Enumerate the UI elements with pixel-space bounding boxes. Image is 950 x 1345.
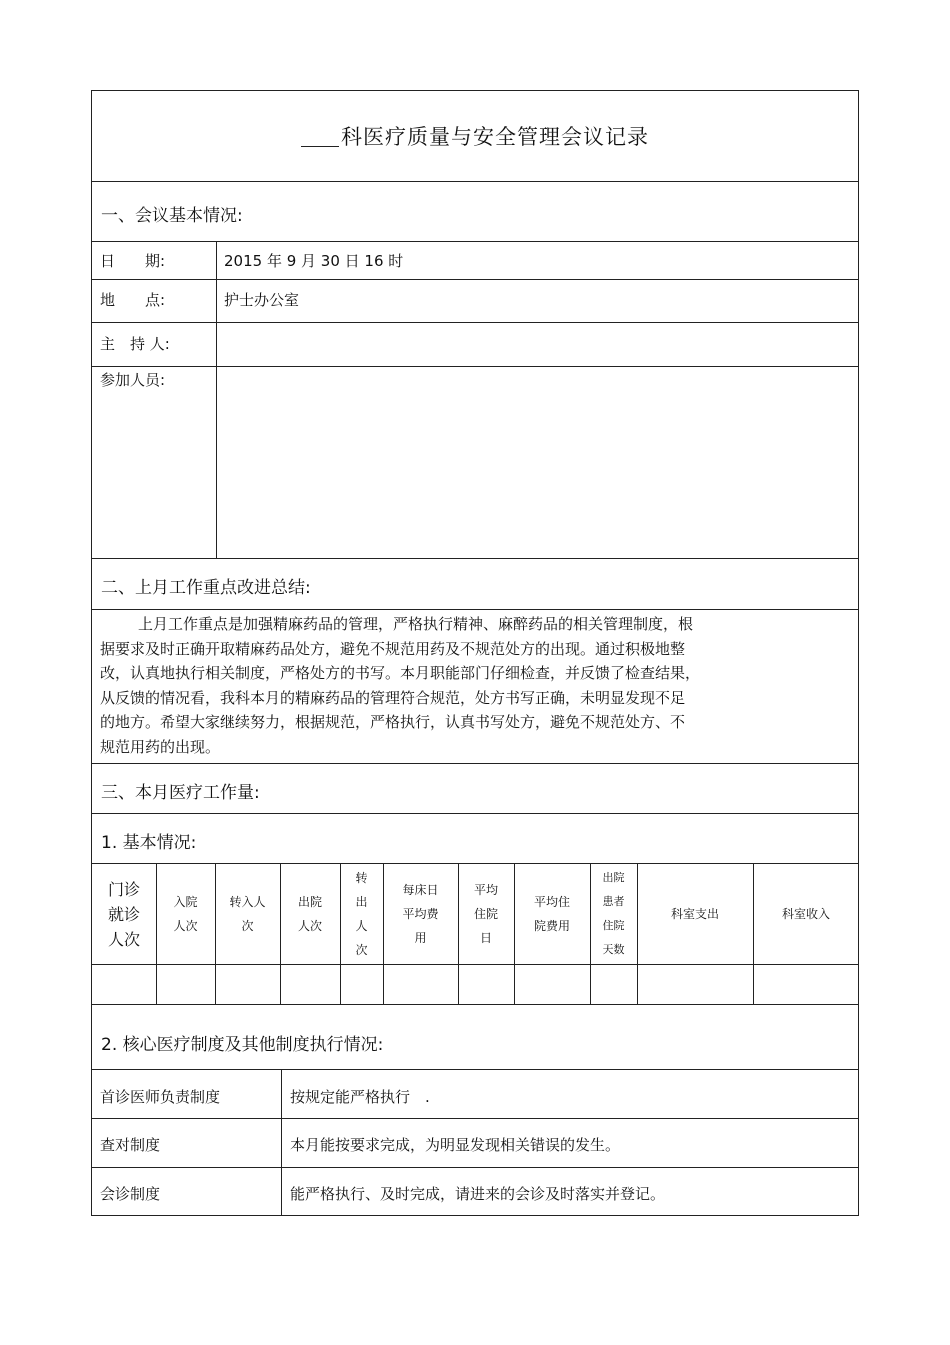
divider [92,322,858,323]
host-label: 主 持 人: [100,335,170,353]
date-label: 日 期: [100,252,166,270]
system-status: 本月能按要求完成，为明显发现相关错误的发生。 [290,1136,621,1154]
header-transfers-out: 转 出 人 次 [355,871,368,957]
divider [92,279,858,280]
system-status: 能严格执行、及时完成，请进来的会诊及时落实并登记。 [290,1185,666,1203]
summary-line: 规范用药的出现。 [100,737,221,756]
core-systems-heading: 2. 核心医疗制度及其他制度执行情况: [101,1035,384,1055]
summary-line: 从反馈的情况看，我科本月的精麻药品的管理符合规范，处方书写正确，未明显发现不足 [100,688,686,707]
summary-paragraph [100,612,852,759]
divider [92,558,858,559]
location-label: 地 点: [100,291,166,309]
divider [92,1004,858,1005]
location-value: 护士办公室 [224,291,300,309]
system-name: 首诊医师负责制度 [100,1088,221,1106]
divider [92,1069,858,1070]
summary-line: 上月工作重点是加强精麻药品的管理，严格执行精神、麻醉药品的相关管理制度，根 [138,615,694,633]
basic-situation-heading: 1. 基本情况: [101,833,197,853]
system-name: 会诊制度 [100,1185,161,1203]
header-dept-income: 科室收入 [781,907,830,921]
divider [92,964,858,965]
system-name: 查对制度 [100,1136,161,1154]
summary-line: 的地方。希望大家继续努力，根据规范，严格执行，认真书写处方，避免不规范处方、不 [100,713,686,731]
systems-col-divider [281,1069,282,1216]
document-title: 科医疗质量与安全管理会议记录 [92,121,858,151]
label-column-divider [216,241,217,558]
summary-line: 据要求及时正确开取精麻药品处方，避免不规范用药及不规范处方的出现。通过积极地整 [100,639,686,658]
divider [92,241,858,242]
header-avg-stay-days: 平均 住院 日 [473,883,498,945]
header-avg-hospital-cost: 平均住 院费用 [533,895,570,933]
divider [92,813,858,814]
summary-line: 改，认真地执行相关制度，严格处方的书写。本月职能部门仔细检查，并反馈了检查结果， [100,664,701,682]
section2-heading: 二、上月工作重点改进总结: [101,578,311,598]
header-admissions: 入院 人次 [173,895,198,933]
divider [92,1118,858,1119]
header-dept-expenditure: 科室支出 [670,907,719,921]
header-discharged-patient-days: 出院 患者 住院 天数 [602,871,625,956]
system-status: 按规定能严格执行 . [290,1088,430,1106]
header-transfers-in: 转入人 次 [229,895,266,933]
divider [92,609,858,610]
section3-heading: 三、本月医疗工作量: [101,783,260,803]
header-cost-per-bed-day: 每床日 平均费 用 [402,883,439,945]
divider [92,763,858,764]
divider [92,1167,858,1168]
department-blank[interactable] [301,126,339,147]
section1-heading: 一、会议基本情况: [101,206,243,226]
header-outpatient-visits: 门诊 就诊 人次 [107,879,140,949]
attendees-label: 参加人员: [100,371,166,389]
divider [92,366,858,367]
date-value: 2015 年 9 月 30 日 16 时 [224,252,404,270]
divider [92,181,858,182]
header-discharges: 出院 人次 [297,895,322,933]
meeting-record-form [91,90,859,1216]
